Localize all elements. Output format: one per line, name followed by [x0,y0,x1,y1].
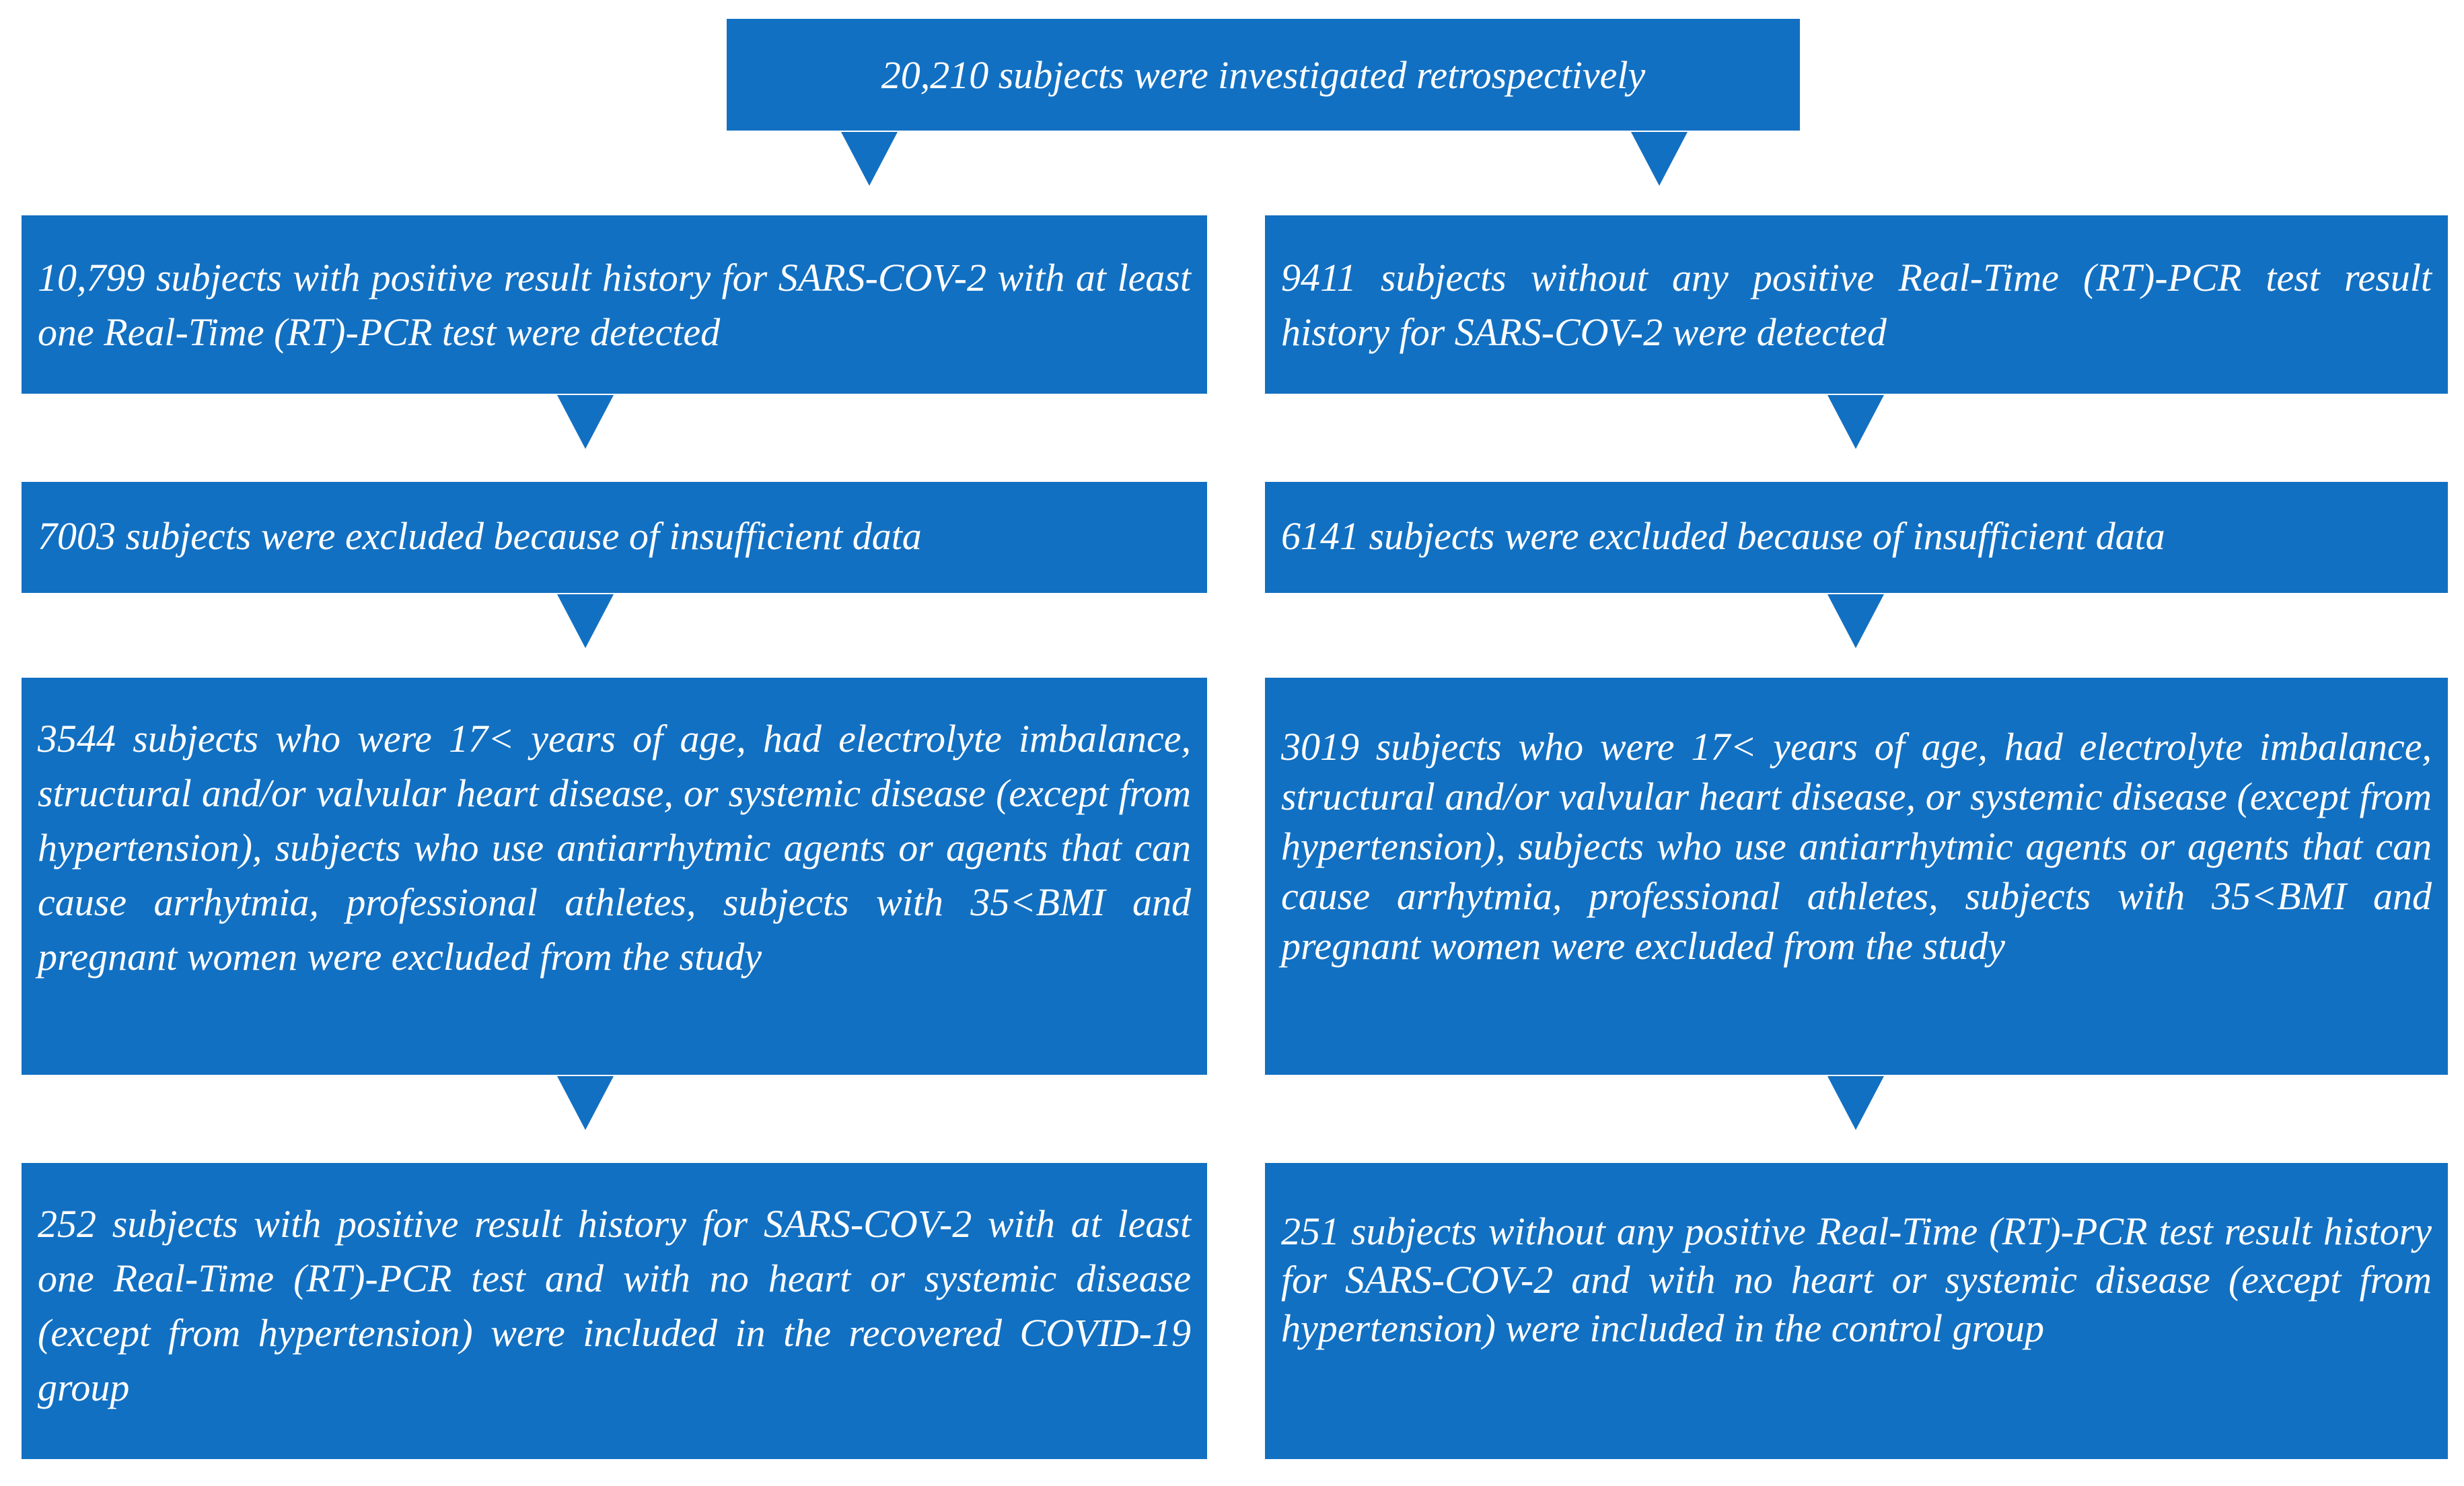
right-excluded-criteria-box [1265,678,2448,1075]
right-detected-text: 9411 subjects without any positive Real-Time (RT)-PCR test result history for SARS-COV-2 were detected [1281,256,2432,354]
left-included-box [22,1163,1207,1459]
arrow-left-2 [557,594,614,648]
right-excluded-data-text: 6141 subjects were excluded because of insufficient data [1281,514,2165,558]
left-detected-text: 10,799 subjects with positive result history for SARS-COV-2 with at least one Real-Time (RT)-PCR test were detected [38,256,1191,354]
arrow-left-1 [557,395,614,449]
arrow-start-left [841,132,898,186]
left-included-text: 252 subjects with positive result history for SARS-COV-2 with at least one Real-Time (RT)-PCR test and with no heart or systemic disease (except from hypertension) were included in the recovered COVID-19 group [38,1202,1191,1409]
left-excluded-data-text: 7003 subjects were excluded because of insufficient data [38,514,922,558]
left-excluded-criteria-box [22,678,1207,1075]
left-excluded-data-box [22,482,1207,593]
arrow-right-1 [1827,395,1884,449]
right-excluded-data-box [1265,482,2448,593]
right-detected-box [1265,215,2448,394]
arrow-start-right [1631,132,1688,186]
right-included-box [1265,1163,2448,1459]
right-excluded-criteria-text: 3019 subjects who were 17< years of age, had electrolyte imbalance, structural and/or valvular heart disease, or systemic disease (except from hypertension), subjects who use antiarrhytmic agents or agents that can cause arrhytmia, professional athletes, subjects with 35<BMI and pregnant women were excluded from the study [1281,725,2432,968]
start-box [727,19,1800,131]
start-text: 20,210 subjects were investigated retrospectively [881,52,1646,97]
arrow-right-2 [1827,594,1884,648]
left-excluded-criteria-text: 3544 subjects who were 17< years of age, had electrolyte imbalance, structural and/or valvular heart disease, or systemic disease (except from hypertension), subjects who use antiarrhytmic agents or agents that can cause arrhytmia, professional athletes, subjects with 35<BMI and pregnant women were excluded from the study [38,717,1191,979]
arrow-left-3 [557,1076,614,1130]
left-detected-box [22,215,1207,394]
right-included-text: 251 subjects without any positive Real-Time (RT)-PCR test result history for SARS-COV-2 and with no heart or systemic disease (except from hypertension) were included in the control group [1281,1209,2432,1350]
arrow-right-3 [1827,1076,1884,1130]
